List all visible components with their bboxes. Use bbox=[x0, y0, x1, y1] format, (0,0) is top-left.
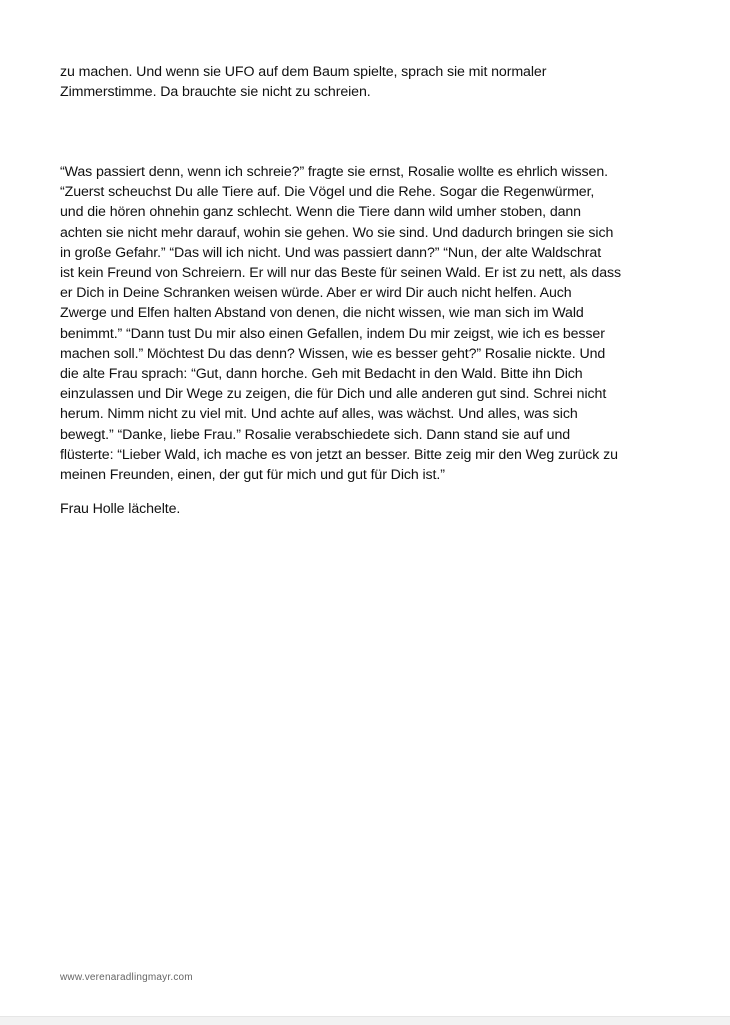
paragraph-line: einzulassen und Dir Wege zu zeigen, die für Dich und alle anderen gut sind. Schrei nicht bbox=[60, 386, 607, 403]
paragraph-line: bewegt.” “Danke, liebe Frau.” Rosalie verabschiedete sich. Dann stand sie auf und bbox=[60, 426, 571, 443]
paragraph-line: “Was passiert denn, wenn ich schreie?” fragte sie ernst, Rosalie wollte es ehrlich wissen. bbox=[60, 164, 608, 180]
paragraph-line: Zimmerstimme. Da brauchte sie nicht zu schreien. bbox=[60, 84, 371, 101]
paragraph-line: “Zuerst scheuchst Du alle Tiere auf. Die Vögel und die Rehe. Sogar die Regenwürmer, bbox=[60, 184, 595, 201]
paragraph-line: in große Gefahr.” “Das will ich nicht. Und was passiert dann?” “Nun, der alte Waldschrat bbox=[60, 244, 602, 261]
paragraph-line: und die hören ohnehin ganz schlecht. Wenn die Tiere dann wild umher stoben, dann bbox=[60, 204, 581, 221]
paragraph-line: herum. Nimm nicht zu viel mit. Und achte auf alles, was wächst. Und alles, was sich bbox=[60, 406, 578, 423]
paragraph-line: machen soll.” Möchtest Du das denn? Wissen, wie es besser geht?” Rosalie nickte. Und bbox=[60, 345, 606, 362]
paragraph-line: Frau Holle lächelte. bbox=[60, 501, 181, 517]
paragraph-line: die alte Frau sprach: “Gut, dann horche. Geh mit Bedacht in den Wald. Bitte ihn Dich bbox=[60, 366, 583, 383]
paragraph-line: meinen Freunden, einen, der gut für mich und gut für Dich ist.” bbox=[60, 467, 445, 484]
paragraph-line: ist kein Freund von Schreiern. Er will nur das Beste für seinen Wald. Er ist zu nett, als dass bbox=[60, 265, 621, 282]
paragraph-line: zu machen. Und wenn sie UFO auf dem Baum spielte, sprach sie mit normaler bbox=[60, 64, 547, 80]
paragraph-3 bbox=[60, 499, 670, 519]
paragraph-line: benimmt.” “Dann tust Du mir also einen Gefallen, indem Du mir zeigst, wie ich es besser bbox=[60, 325, 605, 342]
paragraph-2 bbox=[60, 162, 670, 485]
paragraph-line: er Dich in Deine Schranken weisen würde. Aber er wird Dir auch nicht helfen. Auch bbox=[60, 285, 572, 302]
footer-url: www.verenaradlingmayr.com bbox=[60, 972, 193, 983]
paragraph-1 bbox=[60, 62, 670, 102]
paragraph-line: Zwerge und Elfen halten Abstand von denen, die nicht wissen, wie man sich im Wald bbox=[60, 305, 584, 322]
paragraph-line: achten sie nicht mehr darauf, wohin sie gehen. Wo sie sind. Und dadurch bringen sie sich bbox=[60, 224, 614, 241]
paragraph-line: flüsterte: “Lieber Wald, ich mache es von jetzt an besser. Bitte zeig mir den Weg zurück zu bbox=[60, 446, 618, 463]
